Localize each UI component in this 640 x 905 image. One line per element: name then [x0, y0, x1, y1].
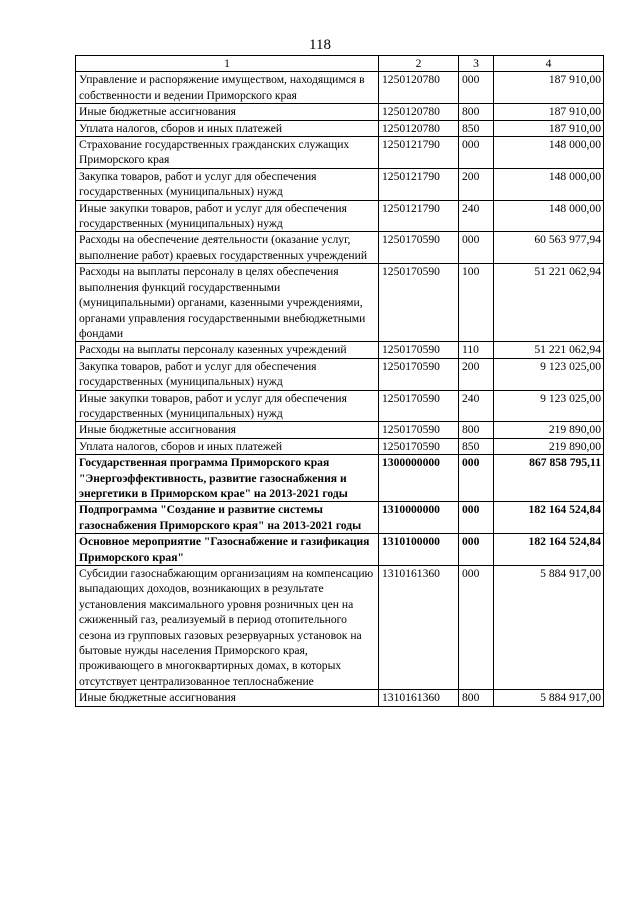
- table-row: [76, 120, 604, 136]
- row-target-code: 1250120780: [379, 120, 459, 136]
- page-number: 118: [309, 37, 331, 53]
- row-expense-type: 240: [459, 200, 494, 232]
- row-amount: 187 910,00: [494, 72, 604, 104]
- row-name: Иные закупки товаров, работ и услуг для обеспечения государственных (муниципальных) нужд: [76, 200, 379, 232]
- row-amount: 9 123 025,00: [494, 390, 604, 422]
- row-name: Расходы на обеспечение деятельности (оказание услуг, выполнение работ) краевых государственных учреждений: [76, 232, 379, 264]
- table-row: [76, 502, 604, 534]
- budget-table: [75, 55, 604, 707]
- row-name: Уплата налогов, сборов и иных платежей: [76, 120, 379, 136]
- row-target-code: 1250121790: [379, 200, 459, 232]
- row-name: Подпрограмма "Создание и развитие системы газоснабжения Приморского края" на 2013-2021 годы: [76, 502, 379, 534]
- row-amount: 148 000,00: [494, 137, 604, 169]
- row-expense-type: 800: [459, 690, 494, 706]
- row-name: Закупка товаров, работ и услуг для обеспечения государственных (муниципальных) нужд: [76, 168, 379, 200]
- table-row: [76, 200, 604, 232]
- row-expense-type: 110: [459, 342, 494, 358]
- table-row: [76, 438, 604, 454]
- table-row: [76, 232, 604, 264]
- table-row: [76, 137, 604, 169]
- row-expense-type: 000: [459, 455, 494, 502]
- table-row: [76, 690, 604, 706]
- row-amount: 9 123 025,00: [494, 358, 604, 390]
- row-amount: 867 858 795,11: [494, 455, 604, 502]
- row-amount: 182 164 524,84: [494, 534, 604, 566]
- header-col-1: 1: [76, 56, 379, 72]
- row-name: Иные бюджетные ассигнования: [76, 104, 379, 120]
- row-target-code: 1250121790: [379, 168, 459, 200]
- row-amount: 148 000,00: [494, 200, 604, 232]
- row-amount: 187 910,00: [494, 104, 604, 120]
- header-col-4: 4: [494, 56, 604, 72]
- row-expense-type: 000: [459, 566, 494, 690]
- row-target-code: 1310161360: [379, 690, 459, 706]
- row-amount: 148 000,00: [494, 168, 604, 200]
- row-expense-type: 850: [459, 120, 494, 136]
- row-target-code: 1300000000: [379, 455, 459, 502]
- table-row: [76, 390, 604, 422]
- row-expense-type: 800: [459, 422, 494, 438]
- row-expense-type: 200: [459, 168, 494, 200]
- table-body: [76, 72, 604, 706]
- header-col-3: 3: [459, 56, 494, 72]
- row-name: Управление и распоряжение имуществом, находящимся в собственности и ведении Приморского края: [76, 72, 379, 104]
- table-row: [76, 455, 604, 502]
- table-row: [76, 534, 604, 566]
- table-row: [76, 168, 604, 200]
- table-row: [76, 72, 604, 104]
- row-name: Расходы на выплаты персоналу казенных учреждений: [76, 342, 379, 358]
- table-row: [76, 104, 604, 120]
- row-amount: 182 164 524,84: [494, 502, 604, 534]
- row-name: Иные закупки товаров, работ и услуг для обеспечения государственных (муниципальных) нужд: [76, 390, 379, 422]
- row-expense-type: 000: [459, 502, 494, 534]
- row-target-code: 1250170590: [379, 342, 459, 358]
- row-target-code: 1310000000: [379, 502, 459, 534]
- row-amount: 5 884 917,00: [494, 690, 604, 706]
- row-name: Закупка товаров, работ и услуг для обеспечения государственных (муниципальных) нужд: [76, 358, 379, 390]
- row-target-code: 1310161360: [379, 566, 459, 690]
- row-expense-type: 850: [459, 438, 494, 454]
- table-row: [76, 358, 604, 390]
- row-expense-type: 800: [459, 104, 494, 120]
- row-target-code: 1250170590: [379, 358, 459, 390]
- row-target-code: 1310100000: [379, 534, 459, 566]
- row-target-code: 1250120780: [379, 104, 459, 120]
- row-expense-type: 000: [459, 534, 494, 566]
- row-name: Уплата налогов, сборов и иных платежей: [76, 438, 379, 454]
- row-expense-type: 000: [459, 232, 494, 264]
- row-name: Страхование государственных гражданских служащих Приморского края: [76, 137, 379, 169]
- row-expense-type: 100: [459, 264, 494, 342]
- table-row: [76, 566, 604, 690]
- row-name: Иные бюджетные ассигнования: [76, 422, 379, 438]
- row-expense-type: 200: [459, 358, 494, 390]
- row-expense-type: 240: [459, 390, 494, 422]
- row-amount: 5 884 917,00: [494, 566, 604, 690]
- header-col-2: 2: [379, 56, 459, 72]
- row-name: Иные бюджетные ассигнования: [76, 690, 379, 706]
- row-amount: 219 890,00: [494, 438, 604, 454]
- row-target-code: 1250170590: [379, 438, 459, 454]
- table-row: [76, 342, 604, 358]
- row-name: Основное мероприятие "Газоснабжение и газификация Приморского края": [76, 534, 379, 566]
- row-name: Субсидии газоснабжающим организациям на компенсацию выпадающих доходов, возникающих в результате установления максимального уровня розничных цен на сжиженный газ, реализуемый в период отопительного сезона из групповых газовых резервуарных установок на бытовые нужды населения Приморского края, проживающего в многоквартирных домах, в которых отсутствует централизованное теплоснабжение: [76, 566, 379, 690]
- row-amount: 60 563 977,94: [494, 232, 604, 264]
- row-target-code: 1250120780: [379, 72, 459, 104]
- table-row: [76, 264, 604, 342]
- row-amount: 51 221 062,94: [494, 264, 604, 342]
- table-row: [76, 422, 604, 438]
- row-target-code: 1250170590: [379, 232, 459, 264]
- row-expense-type: 000: [459, 137, 494, 169]
- row-name: Государственная программа Приморского края "Энергоэффективность, развитие газоснабжения и энергетики в Приморском крае" на 2013-2021 годы: [76, 455, 379, 502]
- row-amount: 51 221 062,94: [494, 342, 604, 358]
- row-target-code: 1250170590: [379, 422, 459, 438]
- table-header-row: [76, 56, 604, 72]
- row-expense-type: 000: [459, 72, 494, 104]
- row-name: Расходы на выплаты персоналу в целях обеспечения выполнения функций государственными (муниципальными) органами, казенными учреждениями, органами управления государственными внебюджетными фондами: [76, 264, 379, 342]
- row-amount: 187 910,00: [494, 120, 604, 136]
- row-amount: 219 890,00: [494, 422, 604, 438]
- row-target-code: 1250170590: [379, 390, 459, 422]
- row-target-code: 1250170590: [379, 264, 459, 342]
- row-target-code: 1250121790: [379, 137, 459, 169]
